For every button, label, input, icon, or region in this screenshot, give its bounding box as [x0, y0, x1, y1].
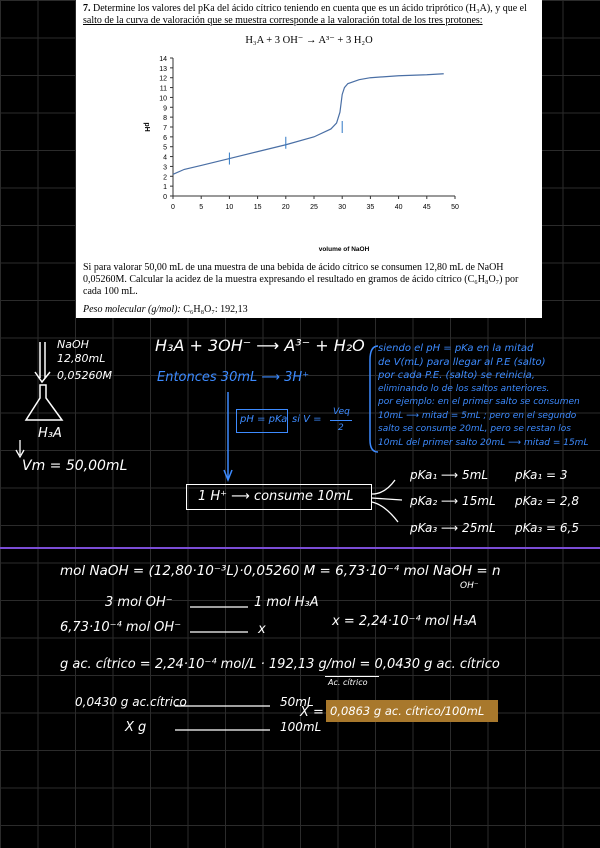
problem-number: 7.	[83, 3, 91, 14]
y-tick-label: 10	[159, 95, 167, 103]
calc-mol-naoh: mol NaOH = (12,80·10⁻³L)·0,05260 M = 6,73·10⁻⁴ mol NaOH = n	[60, 563, 501, 579]
pka-row-right: pKa₃ = 6,5	[515, 521, 579, 535]
prop-b-right: 100mL	[280, 720, 322, 734]
consume-text: 1 H⁺ ⟶ consume 10mL	[198, 489, 354, 504]
grams-fraction-bar	[325, 676, 379, 677]
rule3-b-left: 6,73·10⁻⁴ mol OH⁻	[60, 620, 182, 635]
problem-underlined: salto de la curva de valoración que se muestra corresponde a la valoración total de los tres protones:	[83, 15, 483, 26]
x-tick-label: 0	[171, 204, 175, 211]
note-entonces: Entonces 30mL ⟶ 3H⁺	[157, 370, 310, 385]
side-note-line: salto se consume 20mL, pero se restan los	[378, 424, 571, 434]
prop-a-left: 0,0430 g ac.cítrico	[75, 695, 187, 709]
side-note-line: siendo el pH = pKa en la mitad	[378, 343, 534, 354]
rule3-result: x = 2,24·10⁻⁴ mol H₃A	[332, 614, 477, 629]
side-note-line: por cada P.E. (salto) se reinicia,	[378, 370, 535, 381]
y-tick-label: 12	[159, 75, 167, 83]
si-v-label: si V =	[292, 414, 322, 425]
x-tick-label: 45	[422, 204, 431, 211]
reaction-equation: H₃A + 3 OH⁻ → A³⁻ + 3 H₂O	[245, 35, 373, 46]
side-note-line: por ejemplo: en el primer salto se consumen	[378, 397, 580, 407]
bracket-icon	[370, 346, 378, 452]
problem-paragraph: Si para valorar 50,00 mL de una muestra de una bebida de ácido cítrico se consumen 12,80 mL de NaOH 0,05260M. Calcular la acidez de la muestra expresando el resultado en gramos de ácido cítrico (C₆H₈O₇) por cada 100 mL.	[83, 262, 519, 297]
x-tick-label: 40	[394, 204, 403, 211]
y-tick-label: 9	[163, 105, 167, 113]
y-tick-label: 8	[163, 115, 167, 123]
y-tick-label: 0	[163, 194, 167, 201]
ph-pka-label: pH = pKa	[240, 414, 288, 425]
y-tick-label: 1	[163, 184, 167, 192]
side-note-line: eliminando lo de los saltos anteriores.	[378, 383, 550, 394]
x-tick-label: 35	[366, 204, 375, 211]
veq-numerator: Veq	[333, 407, 350, 417]
x-tick-label: 50	[451, 204, 459, 211]
flask-icon	[26, 385, 62, 420]
side-note-line: 10mL del primer salto 20mL ⟶ mitad = 15mL	[378, 437, 589, 448]
x-axis-label: volume of NaOH	[318, 246, 370, 253]
pka-row-left: pKa₂ ⟶ 15mL	[410, 494, 496, 508]
mw-label: Peso molecular (g/mol):	[83, 304, 181, 315]
grams-line: g ac. cítrico = 2,24·10⁻⁴ mol/L · 192,13 g/mol = 0,0430 g ac. cítrico	[60, 657, 500, 672]
calc-mol-sub: OH⁻	[460, 581, 479, 591]
y-tick-label: 6	[163, 134, 167, 142]
pka-row-left: pKa₃ ⟶ 25mL	[410, 521, 496, 535]
side-note	[378, 342, 588, 450]
side-note-line: de V(mL) para llegar al P.E (salto)	[378, 356, 546, 368]
y-axis-label: pH	[143, 122, 150, 132]
result-value: 0,0863 g ac. cítrico/100mL	[330, 704, 485, 718]
y-tick-label: 5	[163, 144, 167, 152]
side-note-line: 10mL ⟶ mitad = 5mL ; pero en el segundo	[378, 410, 577, 421]
note-reagent: NaOH	[57, 338, 89, 351]
note-volume: 12,80mL	[57, 352, 106, 365]
veq-denominator: 2	[338, 423, 344, 433]
prop-a-right: 50mL	[280, 695, 314, 709]
rule3-a-left: 3 mol OH⁻	[105, 595, 173, 610]
problem-intro: Determine los valores del pKa del ácido cítrico teniendo en cuenta que es un ácido triprótico (H₃A), y que el	[93, 3, 527, 14]
rule3-b-right: x	[258, 622, 266, 637]
x-tick-label: 20	[281, 204, 290, 211]
note-reaction: H₃A + 3OH⁻ ⟶ A³⁻ + H₂O	[155, 336, 365, 355]
x-tick-label: 10	[225, 204, 234, 211]
pka-row-left: pKa₁ ⟶ 5mL	[410, 468, 489, 482]
y-tick-label: 7	[163, 125, 167, 132]
prop-b-left: X g	[125, 720, 147, 735]
grams-sub: Ac. cítrico	[328, 678, 368, 687]
y-tick-label: 14	[159, 56, 167, 63]
y-tick-label: 13	[159, 65, 167, 73]
y-tick-label: 11	[159, 85, 167, 93]
mw-value: C₆H₈O₇: 192,13	[183, 304, 248, 315]
y-tick-label: 3	[163, 164, 167, 172]
x-tick-label: 25	[310, 204, 318, 211]
note-flask-acid: H₃A	[38, 426, 62, 441]
note-concentration: 0,05260M	[57, 369, 112, 382]
x-tick-label: 15	[253, 204, 262, 211]
fraction-bar	[330, 420, 352, 421]
note-flask-volume: Vm = 50,00mL	[22, 458, 128, 474]
y-tick-label: 2	[163, 174, 167, 182]
x-tick-label: 30	[338, 204, 347, 211]
rule3-a-right: 1 mol H₃A	[254, 595, 319, 610]
arrow-down-icon	[35, 372, 50, 382]
y-tick-label: 4	[163, 154, 167, 162]
pka-row-right: pKa₁ = 3	[515, 468, 568, 482]
x-tick-label: 5	[199, 204, 204, 211]
result-prefix: X =	[300, 705, 324, 720]
pka-row-right: pKa₂ = 2,8	[515, 494, 579, 508]
